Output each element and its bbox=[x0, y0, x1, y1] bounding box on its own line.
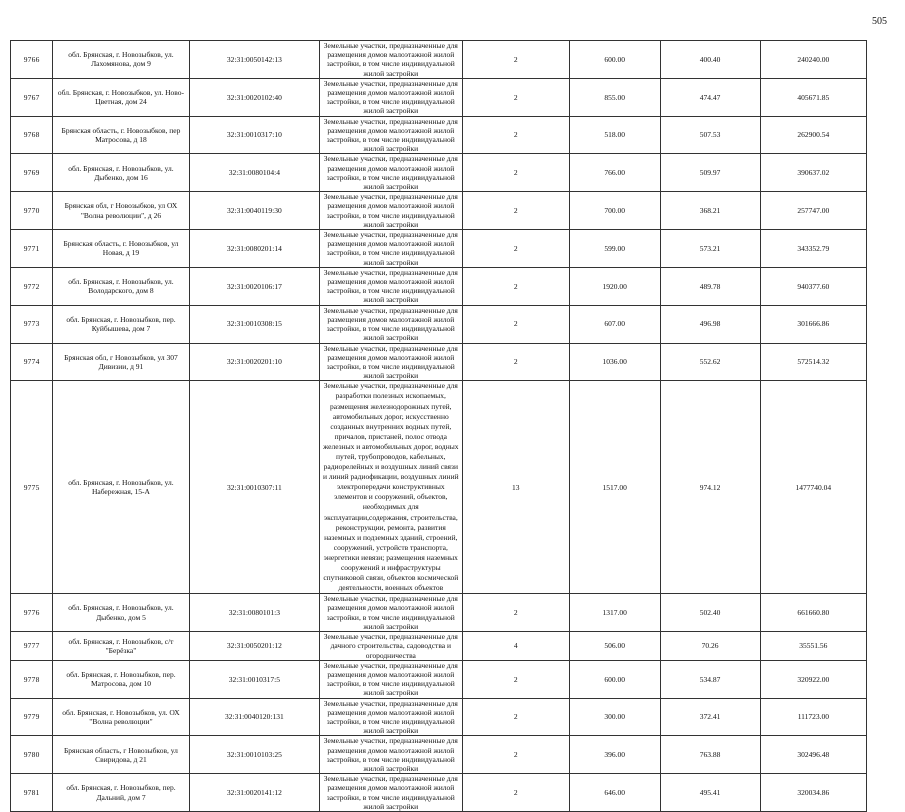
address-cell: обл. Брянская, г. Новозыбков, ул. Дыбенко, дом 16 bbox=[53, 154, 189, 192]
land-use-cell: Земельные участки, предназначенные для размещения домов малоэтажной жилой застройки, в том числе индивидуальной жилой застройки bbox=[320, 774, 462, 812]
table-row bbox=[11, 343, 867, 381]
area-cell: 607.00 bbox=[569, 305, 660, 343]
land-use-cell: Земельные участки, предназначенные для размещения домов малоэтажной жилой застройки, в том числе индивидуальной жилой застройки bbox=[320, 698, 462, 736]
address-cell: обл. Брянская, г. Новозыбков, ул. Дыбенко, дом 5 bbox=[53, 594, 189, 632]
land-use-cell: Земельные участки, предназначенные для размещения домов малоэтажной жилой застройки, в том числе индивидуальной жилой застройки bbox=[320, 230, 462, 268]
row-number-cell: 9775 bbox=[11, 381, 53, 594]
group-cell: 13 bbox=[462, 381, 569, 594]
address-cell: Брянская область, г. Новозыбков, ул Новая, д 19 bbox=[53, 230, 189, 268]
cadastral-value-cell: 301666.86 bbox=[760, 305, 866, 343]
row-number-cell: 9781 bbox=[11, 774, 53, 812]
table-row bbox=[11, 632, 867, 661]
address-cell: Брянская область, г Новозыбков, ул Свиридова, д 21 bbox=[53, 736, 189, 774]
cadastral-value-cell: 240240.00 bbox=[760, 41, 866, 79]
cadastral-number-cell: 32:31:0080101:3 bbox=[189, 594, 319, 632]
address-cell: обл. Брянская, г. Новозыбков, ул. Лахомянова, дом 9 bbox=[53, 41, 189, 79]
land-use-cell: Земельные участки, предназначенные для размещения домов малоэтажной жилой застройки, в том числе индивидуальной жилой застройки bbox=[320, 594, 462, 632]
land-register-table bbox=[10, 40, 867, 812]
table-row bbox=[11, 305, 867, 343]
table-row bbox=[11, 267, 867, 305]
cadastral-number-cell: 32:31:0010317:5 bbox=[189, 660, 319, 698]
table-row bbox=[11, 736, 867, 774]
rate-cell: 70.26 bbox=[660, 632, 760, 661]
land-use-cell: Земельные участки, предназначенные для дачного строительства, садоводства и огородничества bbox=[320, 632, 462, 661]
group-cell: 2 bbox=[462, 305, 569, 343]
land-use-cell: Земельные участки, предназначенные для размещения домов малоэтажной жилой застройки, в том числе индивидуальной жилой застройки bbox=[320, 192, 462, 230]
group-cell: 2 bbox=[462, 698, 569, 736]
page-number: 505 bbox=[872, 16, 887, 27]
land-use-cell: Земельные участки, предназначенные для размещения домов малоэтажной жилой застройки, в том числе индивидуальной жилой застройки bbox=[320, 305, 462, 343]
table-row bbox=[11, 660, 867, 698]
table-row bbox=[11, 154, 867, 192]
land-use-cell: Земельные участки, предназначенные для размещения домов малоэтажной жилой застройки, в том числе индивидуальной жилой застройки bbox=[320, 41, 462, 79]
rate-cell: 502.40 bbox=[660, 594, 760, 632]
address-cell: обл. Брянская, г. Новозыбков, пер. Куйбышева, дом 7 bbox=[53, 305, 189, 343]
land-use-cell: Земельные участки, предназначенные для размещения домов малоэтажной жилой застройки, в том числе индивидуальной жилой застройки bbox=[320, 78, 462, 116]
group-cell: 2 bbox=[462, 41, 569, 79]
rate-cell: 573.21 bbox=[660, 230, 760, 268]
group-cell: 2 bbox=[462, 267, 569, 305]
area-cell: 396.00 bbox=[569, 736, 660, 774]
address-cell: обл. Брянская, г. Новозыбков, пер. Матросова, дом 10 bbox=[53, 660, 189, 698]
land-use-cell: Земельные участки, предназначенные для размещения домов малоэтажной жилой застройки, в том числе индивидуальной жилой застройки bbox=[320, 154, 462, 192]
cadastral-number-cell: 32:31:0020106:17 bbox=[189, 267, 319, 305]
address-cell: обл. Брянская, г. Новозыбков, с/т "Берёзка" bbox=[53, 632, 189, 661]
cadastral-value-cell: 35551.56 bbox=[760, 632, 866, 661]
cadastral-value-cell: 302496.48 bbox=[760, 736, 866, 774]
land-use-cell: Земельные участки, предназначенные для размещения домов малоэтажной жилой застройки, в том числе индивидуальной жилой застройки bbox=[320, 343, 462, 381]
cadastral-value-cell: 257747.00 bbox=[760, 192, 866, 230]
cadastral-value-cell: 343352.79 bbox=[760, 230, 866, 268]
row-number-cell: 9779 bbox=[11, 698, 53, 736]
address-cell: Брянская обл, г Новозыбков, ул ОХ "Волна революции", д 26 bbox=[53, 192, 189, 230]
cadastral-number-cell: 32:31:0010103:25 bbox=[189, 736, 319, 774]
cadastral-value-cell: 572514.32 bbox=[760, 343, 866, 381]
cadastral-value-cell: 262900.54 bbox=[760, 116, 866, 154]
address-cell: обл. Брянская, г. Новозыбков, пер. Дальний, дом 7 bbox=[53, 774, 189, 812]
cadastral-value-cell: 940377.60 bbox=[760, 267, 866, 305]
area-cell: 300.00 bbox=[569, 698, 660, 736]
row-number-cell: 9776 bbox=[11, 594, 53, 632]
cadastral-value-cell: 405671.85 bbox=[760, 78, 866, 116]
group-cell: 2 bbox=[462, 774, 569, 812]
address-cell: обл. Брянская, г. Новозыбков, ул. Ново-Цветная, дом 24 bbox=[53, 78, 189, 116]
row-number-cell: 9778 bbox=[11, 660, 53, 698]
rate-cell: 489.78 bbox=[660, 267, 760, 305]
row-number-cell: 9767 bbox=[11, 78, 53, 116]
area-cell: 1317.00 bbox=[569, 594, 660, 632]
table-row bbox=[11, 594, 867, 632]
cadastral-value-cell: 111723.00 bbox=[760, 698, 866, 736]
area-cell: 646.00 bbox=[569, 774, 660, 812]
cadastral-number-cell: 32:31:0040120:131 bbox=[189, 698, 319, 736]
cadastral-number-cell: 32:31:0050142:13 bbox=[189, 41, 319, 79]
table-row bbox=[11, 381, 867, 594]
group-cell: 2 bbox=[462, 230, 569, 268]
row-number-cell: 9768 bbox=[11, 116, 53, 154]
table-row bbox=[11, 774, 867, 812]
table-row bbox=[11, 116, 867, 154]
rate-cell: 552.62 bbox=[660, 343, 760, 381]
cadastral-value-cell: 390637.02 bbox=[760, 154, 866, 192]
rate-cell: 372.41 bbox=[660, 698, 760, 736]
area-cell: 766.00 bbox=[569, 154, 660, 192]
land-use-cell: Земельные участки, предназначенные для размещения домов малоэтажной жилой застройки, в том числе индивидуальной жилой застройки bbox=[320, 267, 462, 305]
area-cell: 600.00 bbox=[569, 41, 660, 79]
cadastral-number-cell: 32:31:0020102:40 bbox=[189, 78, 319, 116]
cadastral-number-cell: 32:31:0050201:12 bbox=[189, 632, 319, 661]
cadastral-value-cell: 1477740.04 bbox=[760, 381, 866, 594]
address-cell: Брянская область, г. Новозыбков, пер Матросова, д 18 bbox=[53, 116, 189, 154]
rate-cell: 400.40 bbox=[660, 41, 760, 79]
cadastral-number-cell: 32:31:0020141:12 bbox=[189, 774, 319, 812]
row-number-cell: 9772 bbox=[11, 267, 53, 305]
row-number-cell: 9780 bbox=[11, 736, 53, 774]
rate-cell: 496.98 bbox=[660, 305, 760, 343]
table-row bbox=[11, 192, 867, 230]
group-cell: 2 bbox=[462, 192, 569, 230]
area-cell: 506.00 bbox=[569, 632, 660, 661]
cadastral-number-cell: 32:31:0080201:14 bbox=[189, 230, 319, 268]
cadastral-number-cell: 32:31:0040119:30 bbox=[189, 192, 319, 230]
table-row bbox=[11, 41, 867, 79]
group-cell: 4 bbox=[462, 632, 569, 661]
area-cell: 518.00 bbox=[569, 116, 660, 154]
address-cell: обл. Брянская, г. Новозыбков, ул. Набережная, 15-А bbox=[53, 381, 189, 594]
table-row bbox=[11, 230, 867, 268]
cadastral-number-cell: 32:31:0010317:10 bbox=[189, 116, 319, 154]
group-cell: 2 bbox=[462, 736, 569, 774]
group-cell: 2 bbox=[462, 116, 569, 154]
group-cell: 2 bbox=[462, 78, 569, 116]
row-number-cell: 9773 bbox=[11, 305, 53, 343]
area-cell: 1036.00 bbox=[569, 343, 660, 381]
cadastral-value-cell: 661660.80 bbox=[760, 594, 866, 632]
rate-cell: 534.87 bbox=[660, 660, 760, 698]
cadastral-number-cell: 32:31:0010307:11 bbox=[189, 381, 319, 594]
rate-cell: 507.53 bbox=[660, 116, 760, 154]
cadastral-number-cell: 32:31:0010308:15 bbox=[189, 305, 319, 343]
group-cell: 2 bbox=[462, 343, 569, 381]
land-use-cell: Земельные участки, предназначенные для размещения домов малоэтажной жилой застройки, в том числе индивидуальной жилой застройки bbox=[320, 736, 462, 774]
cadastral-number-cell: 32:31:0020201:10 bbox=[189, 343, 319, 381]
area-cell: 700.00 bbox=[569, 192, 660, 230]
land-use-cell: Земельные участки, предназначенные для разработки полезных ископаемых, размещения железнодорожных путей, автомобильных дорог, искусственно созданных внутренних водных путей, причалов, пристаней, полос отвода железных и автомобильных дорог, водных путей, трубопроводов, кабельных, радиорелейных и воздушных линий связи и линий радиофикации, воздушных линий электропередачи конструктивных элементов и сооружений, объектов, необходимых для эксплуатации,содержания, строительства, реконструкции, ремонта, развития наземных и подземных зданий, строений, сооружений, устройств транспорта, энергетики иевязи; размещения наземных сооружений и инфраструктуры спутниковой связи, объектов космической деятельности, военных объектов bbox=[320, 381, 462, 594]
row-number-cell: 9777 bbox=[11, 632, 53, 661]
land-use-cell: Земельные участки, предназначенные для размещения домов малоэтажной жилой застройки, в том числе индивидуальной жилой застройки bbox=[320, 660, 462, 698]
area-cell: 599.00 bbox=[569, 230, 660, 268]
row-number-cell: 9766 bbox=[11, 41, 53, 79]
row-number-cell: 9770 bbox=[11, 192, 53, 230]
cadastral-value-cell: 320922.00 bbox=[760, 660, 866, 698]
rate-cell: 474.47 bbox=[660, 78, 760, 116]
address-cell: Брянская обл, г Новозыбков, ул 307 Дивизии, д 91 bbox=[53, 343, 189, 381]
row-number-cell: 9769 bbox=[11, 154, 53, 192]
row-number-cell: 9774 bbox=[11, 343, 53, 381]
table-row bbox=[11, 78, 867, 116]
area-cell: 855.00 bbox=[569, 78, 660, 116]
rate-cell: 974.12 bbox=[660, 381, 760, 594]
table-body bbox=[11, 41, 867, 812]
cadastral-number-cell: 32:31:0080104:4 bbox=[189, 154, 319, 192]
area-cell: 1517.00 bbox=[569, 381, 660, 594]
land-use-cell: Земельные участки, предназначенные для размещения домов малоэтажной жилой застройки, в том числе индивидуальной жилой застройки bbox=[320, 116, 462, 154]
rate-cell: 495.41 bbox=[660, 774, 760, 812]
table-row bbox=[11, 698, 867, 736]
area-cell: 600.00 bbox=[569, 660, 660, 698]
group-cell: 2 bbox=[462, 594, 569, 632]
area-cell: 1920.00 bbox=[569, 267, 660, 305]
group-cell: 2 bbox=[462, 154, 569, 192]
cadastral-value-cell: 320034.86 bbox=[760, 774, 866, 812]
rate-cell: 763.88 bbox=[660, 736, 760, 774]
rate-cell: 368.21 bbox=[660, 192, 760, 230]
row-number-cell: 9771 bbox=[11, 230, 53, 268]
group-cell: 2 bbox=[462, 660, 569, 698]
address-cell: обл. Брянская, г. Новозыбков, ул. ОХ "Волна революции" bbox=[53, 698, 189, 736]
address-cell: обл. Брянская, г. Новозыбков, ул. Володарского, дом 8 bbox=[53, 267, 189, 305]
rate-cell: 509.97 bbox=[660, 154, 760, 192]
